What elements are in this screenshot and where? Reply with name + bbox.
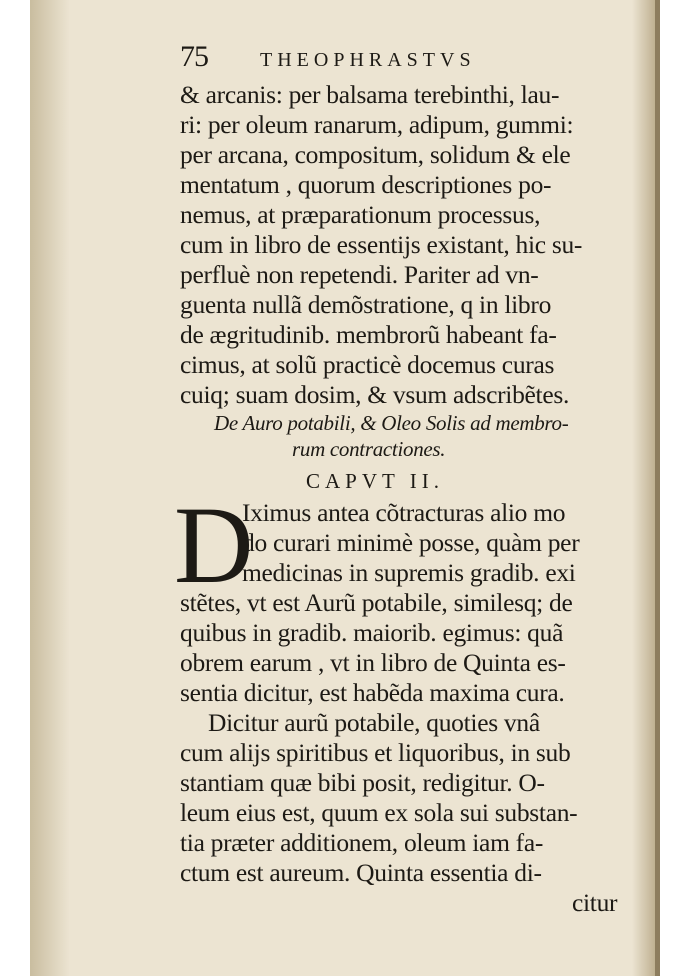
catchword: citur bbox=[572, 888, 618, 917]
text-line: leum eius est, quum ex sola sui substan- bbox=[180, 798, 578, 827]
text-line: ri: per oleum ranarum, adipum, gummi: bbox=[180, 110, 574, 139]
section-title bbox=[180, 410, 640, 462]
page-text bbox=[174, 40, 640, 918]
text-line: de ægritudinib. membrorũ habeant fa- bbox=[180, 320, 557, 349]
text-line: & arcanis: per balsama terebinthi, lau- bbox=[180, 80, 560, 109]
text-line: do curari minimè posse, quàm per bbox=[242, 528, 580, 557]
text-line: stantiam quæ bibi posit, redigitur. O- bbox=[180, 768, 545, 797]
running-head: THEOPHRASTVS bbox=[260, 49, 476, 71]
text-line: medicinas in supremis gradib. exi bbox=[242, 558, 576, 587]
section-title-line: De Auro potabili, & Oleo Solis ad membro- bbox=[214, 411, 569, 435]
page-number: 75 bbox=[180, 40, 208, 73]
chapter-heading: CAPVT II. bbox=[306, 469, 444, 493]
text-line: Dicitur aurũ potabile, quoties vnâ bbox=[208, 708, 540, 737]
text-line: tia præter additionem, oleum iam fa- bbox=[180, 828, 544, 857]
text-line: ctum est aureum. Quinta essentia di- bbox=[180, 858, 542, 887]
text-line: stẽtes, vt est Aurũ potabile, similesq; de bbox=[180, 588, 573, 617]
text-line: per arcana, compositum, solidum & ele bbox=[180, 140, 571, 169]
page-edge bbox=[655, 0, 660, 976]
book-page bbox=[30, 0, 660, 976]
text-line: cuiq; suam dosim, & vsum adscribẽtes. bbox=[180, 380, 570, 409]
text-line: cimus, at solũ practicè docemus curas bbox=[180, 350, 555, 379]
section-title-line: rum contractiones. bbox=[292, 437, 446, 461]
text-line: mentatum , quorum descriptiones po- bbox=[180, 170, 552, 199]
text-line: cum alijs spiritibus et liquoribus, in sub bbox=[180, 738, 571, 767]
text-line: quibus in gradib. maiorib. egimus: quã bbox=[180, 618, 564, 647]
text-line: obrem earum , vt in libro de Quinta es- bbox=[180, 648, 566, 677]
text-line: cum in libro de essentijs existant, hic su- bbox=[180, 230, 583, 259]
text-line: nemus, at præparationum processus, bbox=[180, 200, 541, 229]
paragraph-bottom bbox=[174, 484, 640, 918]
text-line: sentia dicitur, est habẽda maxima cura. bbox=[180, 678, 565, 707]
paragraph-top bbox=[180, 80, 640, 410]
text-line: guenta nullã demõstratione, q in libro bbox=[180, 290, 552, 319]
page-header bbox=[180, 40, 640, 80]
text-line: Iximus antea cõtracturas alio mo bbox=[242, 498, 566, 527]
drop-cap-initial: D bbox=[174, 484, 254, 606]
text-line: perfluè non repetendi. Pariter ad vn- bbox=[180, 260, 539, 289]
gutter-shadow bbox=[30, 0, 70, 976]
